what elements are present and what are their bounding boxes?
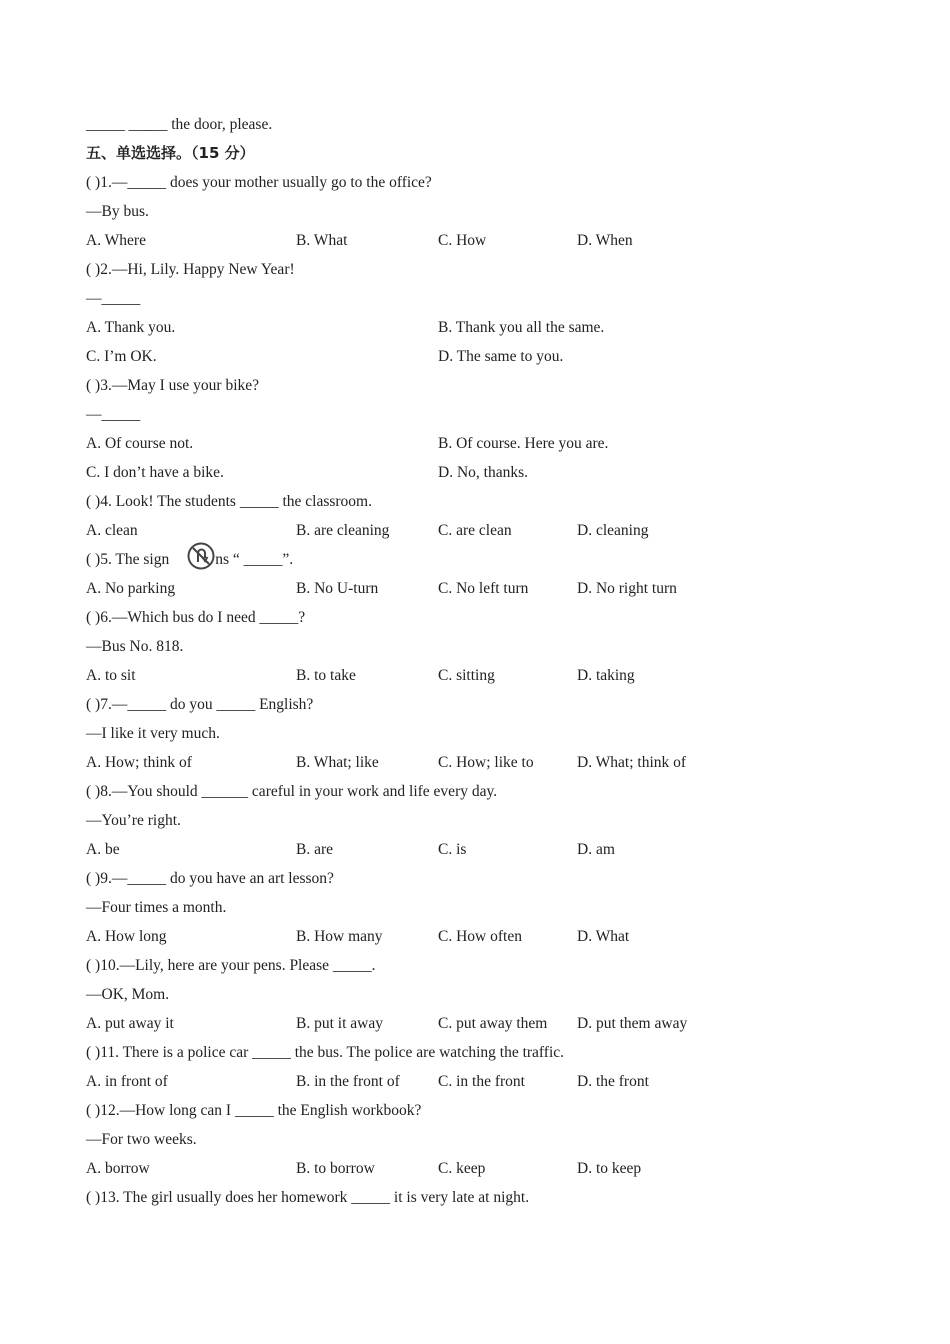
option-d: D. put them away — [577, 1015, 688, 1032]
option-a: A. Where — [86, 232, 146, 249]
question-6-reply: —Bus No. 818. — [86, 638, 184, 655]
question-10-reply: —OK, Mom. — [86, 986, 170, 1003]
question-5-stem-end: ns “ _____”. — [215, 551, 294, 568]
option-d: D. am — [577, 841, 615, 858]
option-d: D. The same to you. — [438, 348, 564, 365]
question-1-reply: —By bus. — [86, 203, 149, 220]
question-6-options — [86, 661, 886, 690]
question-6-stem: ( )6.—Which bus do I need _____? — [86, 609, 306, 626]
option-a: A. put away it — [86, 1015, 174, 1032]
option-d: D. cleaning — [577, 522, 649, 539]
option-a: A. How long — [86, 928, 167, 945]
question-10-options — [86, 1009, 886, 1038]
question-12-reply: —For two weeks. — [86, 1131, 197, 1148]
option-b: B. How many — [296, 928, 383, 945]
question-2-stem: ( )2.—Hi, Lily. Happy New Year! — [86, 261, 295, 278]
question-1-stem: ( )1.—_____ does your mother usually go to the office? — [86, 174, 432, 191]
question-3-options-row2 — [86, 458, 886, 487]
exercise-page — [86, 110, 886, 1212]
option-c: C. is — [438, 841, 467, 858]
option-b: B. are — [296, 841, 334, 858]
option-c: C. I’m OK. — [86, 348, 157, 365]
question-5-options — [86, 574, 886, 603]
option-c: C. in the front — [438, 1073, 525, 1090]
option-b: B. What; like — [296, 754, 379, 771]
question-1-options — [86, 226, 886, 255]
option-a: A. Thank you. — [86, 319, 176, 336]
question-7-stem: ( )7.—_____ do you _____ English? — [86, 696, 314, 713]
option-c: C. keep — [438, 1160, 486, 1177]
option-a: A. How; think of — [86, 754, 192, 771]
option-c: C. No left turn — [438, 580, 529, 597]
option-a: A. borrow — [86, 1160, 150, 1177]
question-10-stem: ( )10.—Lily, here are your pens. Please _____. — [86, 957, 376, 974]
option-b: B. Of course. Here you are. — [438, 435, 609, 452]
question-11-options — [86, 1067, 886, 1096]
option-a: A. No parking — [86, 580, 176, 597]
question-8-options — [86, 835, 886, 864]
question-9-reply: —Four times a month. — [86, 899, 227, 916]
option-b: B. put it away — [296, 1015, 383, 1032]
question-5-stem-start: ( )5. The sign — [86, 551, 170, 568]
question-4-options — [86, 516, 886, 545]
option-a: A. to sit — [86, 667, 136, 684]
intro-line: _____ _____ the door, please. — [86, 116, 273, 133]
option-a: A. clean — [86, 522, 138, 539]
option-c: C. are clean — [438, 522, 512, 539]
question-3-options-row1 — [86, 429, 886, 458]
option-a: A. be — [86, 841, 120, 858]
question-2-options-row1 — [86, 313, 886, 342]
question-13-stem: ( )13. The girl usually does her homework _____ it is very late at night. — [86, 1189, 530, 1206]
option-b: B. in the front of — [296, 1073, 400, 1090]
question-2-options-row2 — [86, 342, 886, 371]
option-c: C. sitting — [438, 667, 495, 684]
option-b: B. Thank you all the same. — [438, 319, 605, 336]
question-3-stem: ( )3.—May I use your bike? — [86, 377, 260, 394]
question-11-stem: ( )11. There is a police car _____ the bus. The police are watching the traffic. — [86, 1044, 565, 1061]
question-4-stem: ( )4. Look! The students _____ the classroom. — [86, 493, 372, 510]
option-b: B. to take — [296, 667, 356, 684]
option-b: B. are cleaning — [296, 522, 390, 539]
option-d: D. What — [577, 928, 630, 945]
section-title: 五、单选选择。（15 分） — [86, 144, 255, 162]
question-12-stem: ( )12.—How long can I _____ the English workbook? — [86, 1102, 422, 1119]
question-3-reply: —_____ — [86, 406, 141, 423]
option-d: D. No right turn — [577, 580, 677, 597]
option-c: C. How — [438, 232, 487, 249]
option-b: B. No U-turn — [296, 580, 379, 597]
option-c: C. How; like to — [438, 754, 534, 771]
question-7-options — [86, 748, 886, 777]
option-d: D. to keep — [577, 1160, 642, 1177]
option-d: D. What; think of — [577, 754, 687, 771]
option-c: C. How often — [438, 928, 522, 945]
option-a: A. in front of — [86, 1073, 168, 1090]
question-7-reply: —I like it very much. — [86, 725, 220, 742]
option-d: D. When — [577, 232, 633, 249]
no-u-turn-sign-icon — [187, 542, 215, 570]
question-2-reply: —_____ — [86, 290, 141, 307]
option-d: D. taking — [577, 667, 635, 684]
question-9-options — [86, 922, 886, 951]
option-d: D. No, thanks. — [438, 464, 528, 481]
question-8-stem: ( )8.—You should ______ careful in your work and life every day. — [86, 783, 498, 800]
option-c: C. put away them — [438, 1015, 548, 1032]
option-a: A. Of course not. — [86, 435, 194, 452]
question-5-stem — [86, 545, 886, 574]
option-b: B. to borrow — [296, 1160, 375, 1177]
question-12-options — [86, 1154, 886, 1183]
option-d: D. the front — [577, 1073, 649, 1090]
option-c: C. I don’t have a bike. — [86, 464, 224, 481]
option-b: B. What — [296, 232, 348, 249]
question-8-reply: —You’re right. — [86, 812, 181, 829]
question-9-stem: ( )9.—_____ do you have an art lesson? — [86, 870, 334, 887]
